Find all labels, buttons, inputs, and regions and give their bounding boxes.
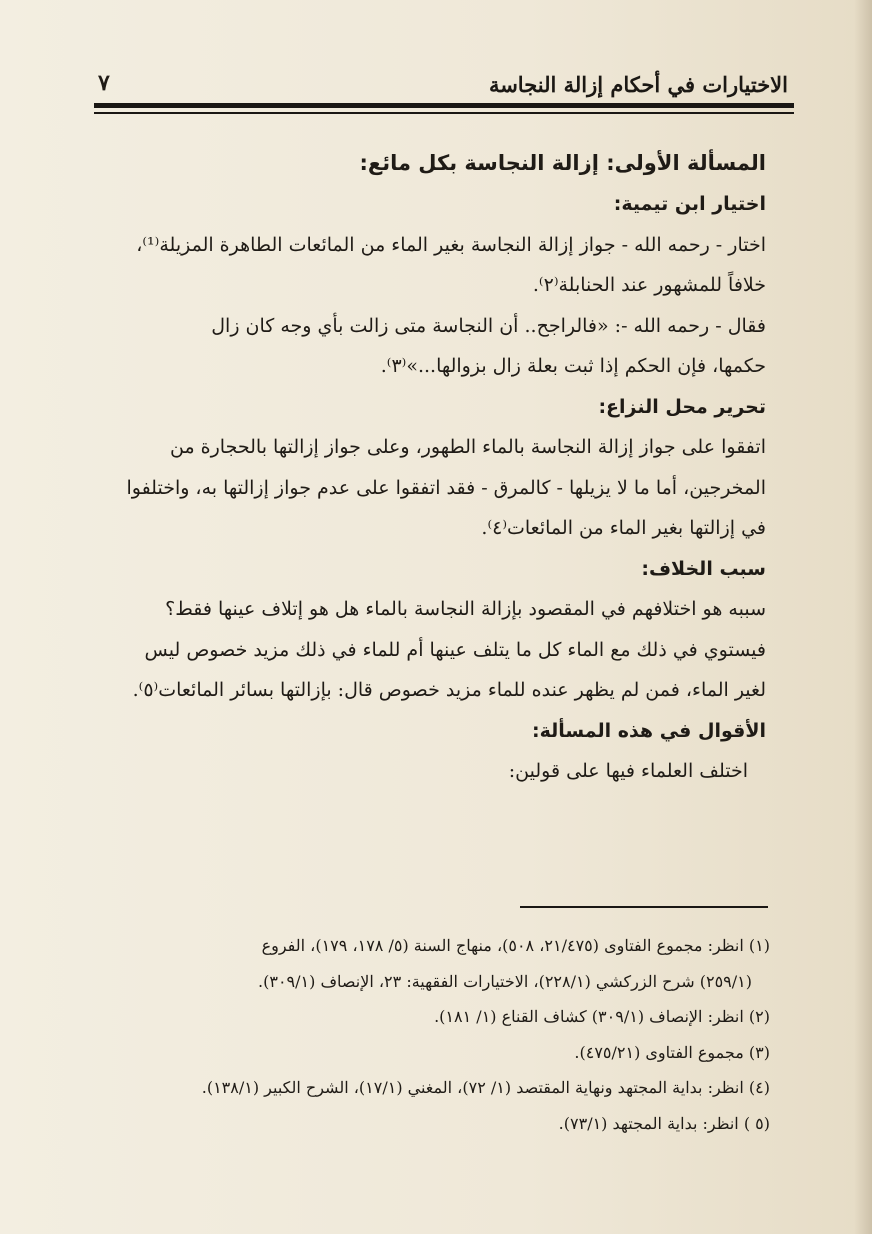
footnotes (100, 928, 770, 1141)
paragraph-line: فيستوي في ذلك مع الماء كل ما يتلف عينها أم للماء في ذلك مزيد خصوص ليس (144, 638, 766, 661)
main-text (100, 142, 766, 792)
subheading-sabab: سبب الخلاف: (641, 557, 766, 580)
running-header (98, 70, 788, 104)
paragraph-line: فقال - رحمه الله -: «فالراجح.. أن النجاسة متى زالت بأي وجه كان زال (211, 314, 766, 337)
paragraph-line: المخرجين، أما ما لا يزيلها - كالمرق - فقد اتفقوا على عدم جواز إزالتها به، واختلفوا (126, 476, 766, 499)
header-rule-thin (94, 112, 794, 114)
paragraph-line: حكمها، فإن الحكم إذا ثبت بعلة زال بزوالها...»⁽٣⁾. (380, 355, 766, 377)
header-rule-thick (94, 103, 794, 108)
paragraph-line: اختلف العلماء فيها على قولين: (508, 760, 748, 782)
paragraph-line: سببه هو اختلافهم في المقصود بإزالة النجاسة بالماء هل هو إتلاف عينها فقط؟ (165, 598, 766, 620)
footnote-1-cont: (٢٥٩/١) شرح الزركشي (٢٢٨/١)، الاختيارات الفقهية: ٢٣، الإنصاف (٣٠٩/١). (258, 971, 752, 991)
footnote-5: (٥ ) انظر: بداية المجتهد (٧٣/١). (558, 1113, 770, 1133)
section-heading: المسألة الأولى: إزالة النجاسة بكل مائع: (359, 151, 766, 175)
paragraph-line: في إزالتها بغير الماء من المائعات⁽٤⁾. (481, 517, 766, 539)
paragraph-line: خلافاً للمشهور عند الحنابلة⁽٢⁾. (532, 274, 766, 296)
subheading-aqwal: الأقوال في هذه المسألة: (532, 719, 766, 742)
paragraph-line: اختار - رحمه الله - جواز إزالة النجاسة بغير الماء من المائعات الطاهرة المزيلة⁽¹⁾، (136, 233, 766, 256)
paragraph-line: اتفقوا على جواز إزالة النجاسة بالماء الطهور، وعلى جواز إزالتها بالحجارة من (170, 436, 766, 458)
subheading-ibn-taymiyya: اختيار ابن تيمية: (613, 193, 766, 215)
footnote-3: (٣) مجموع الفتاوى (٤٧٥/٢١). (574, 1042, 770, 1062)
footnote-separator (520, 906, 768, 908)
running-title: الاختيارات في أحكام إزالة النجاسة (488, 72, 788, 97)
footnote-2: (٢) انظر: الإنصاف (٣٠٩/١) كشاف القناع (١/ ١٨١). (434, 1007, 770, 1026)
subheading-tahrir: تحرير محل النزاع: (598, 395, 766, 418)
footnote-1: (١) انظر: مجموع الفتاوى (٢١/٤٧٥، ٥٠٨)، منهاج السنة (٥/ ١٧٨، ١٧٩)، الفروع (261, 936, 770, 955)
paragraph-line: لغير الماء، فمن لم يظهر عنده للماء مزيد خصوص قال: بإزالتها بسائر المائعات⁽٥⁾. (132, 679, 766, 701)
page-spine-shadow (854, 0, 872, 1234)
page-number: ٧ (98, 70, 110, 96)
footnote-4: (٤) انظر: بداية المجتهد ونهاية المقتصد (١/ ٧٢)، المغني (١٧/١)، الشرح الكبير (١٣٨/١). (201, 1078, 770, 1097)
